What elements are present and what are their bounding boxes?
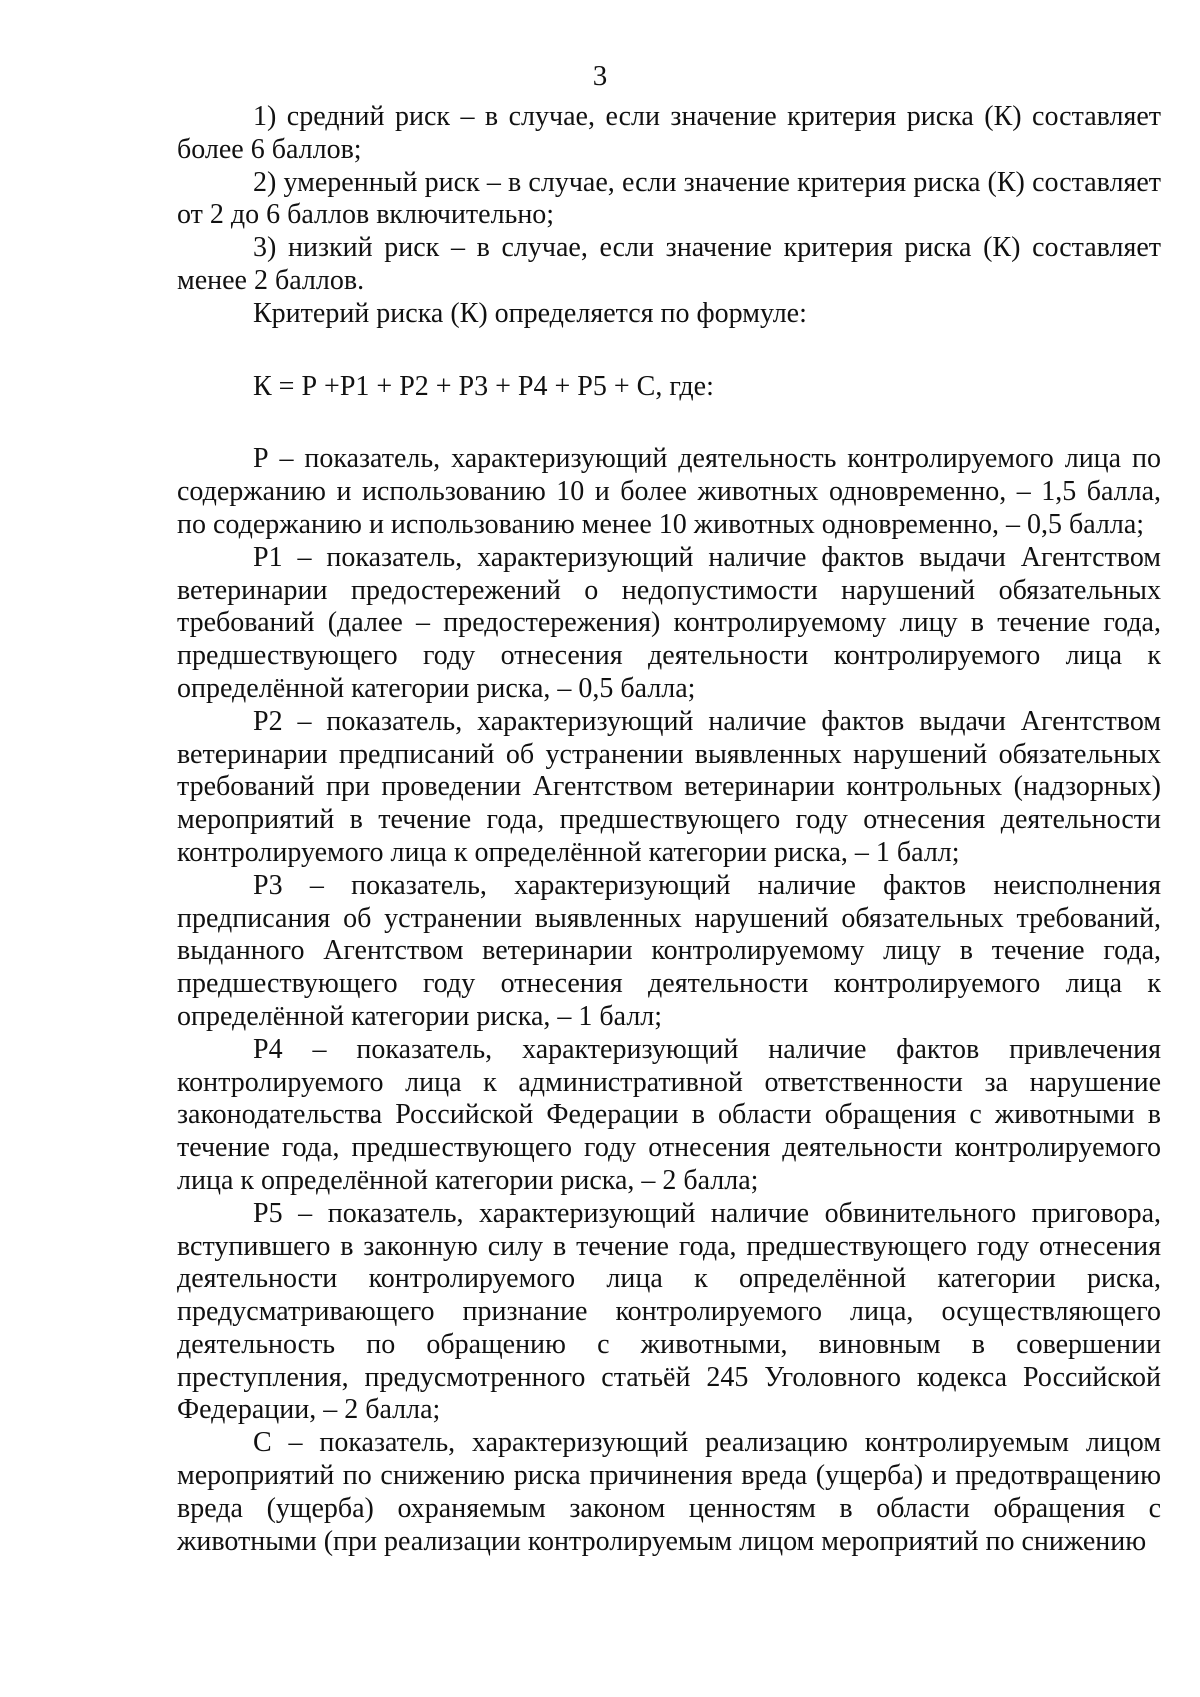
- page-number: 3: [592, 60, 608, 92]
- formula-intro: Критерий риска (К) определяется по формуле:: [253, 297, 807, 329]
- definition-p2: Р2 – показатель, характеризующий наличие фактов выдачи Агентством ветеринарии предписаний об устранении выявленных нарушений обязательных требований при проведении Агентством ветеринарии контрольных (надзорных) мероприятий в течение года, предшествующего году отнесения деятельности контролируемого лица к определённой категории риска, – 1 балл;: [177, 705, 1161, 868]
- definition-p4: Р4 – показатель, характеризующий наличие фактов привлечения контролируемого лица к административной ответственности за нарушение законодательства Российской Федерации в области обращения с животными в течение года, предшествующего году отнесения деятельности контролируемого лица к определённой категории риска, – 2 балла;: [177, 1033, 1161, 1196]
- risk-level-moderate: 2) умеренный риск – в случае, если значение критерия риска (К) составляет от 2 до 6 баллов включительно;: [177, 166, 1161, 231]
- definition-p1: Р1 – показатель, характеризующий наличие фактов выдачи Агентством ветеринарии предостережений о недопустимости нарушений обязательных требований (далее – предостережения) контролируемому лицу в течение года, предшествующего году отнесения деятельности контролируемого лица к определённой категории риска, – 0,5 балла;: [177, 541, 1161, 704]
- risk-level-low: 3) низкий риск – в случае, если значение критерия риска (К) составляет менее 2 баллов.: [177, 232, 1161, 296]
- document-body: [177, 101, 1161, 1558]
- definition-c: С – показатель, характеризующий реализацию контролируемым лицом мероприятий по снижению риска причинения вреда (ущерба) и предотвращению вреда (ущерба) охраняемым законом ценностям в области обращения с животными (при реализации контролируемым лицом мероприятий по снижению: [177, 1427, 1161, 1557]
- definition-p: Р – показатель, характеризующий деятельность контролируемого лица по содержанию и использованию 10 и более животных одновременно, – 1,5 балла, по содержанию и использованию менее 10 животных одновременно, – 0,5 балла;: [177, 443, 1161, 540]
- risk-formula: К = Р +Р1 + Р2 + Р3 + Р4 + Р5 + С, где:: [253, 370, 714, 402]
- definition-p5: Р5 – показатель, характеризующий наличие обвинительного приговора, вступившего в законную силу в течение года, предшествующего году отнесения деятельности контролируемого лица к определённой категории риска, предусматривающего признание контролируемого лица, осуществляющего деятельность по обращению с животными, виновным в совершении преступления, предусмотренного статьёй 245 Уголовного кодекса Российской Федерации, – 2 балла;: [177, 1197, 1161, 1426]
- risk-level-medium: 1) средний риск – в случае, если значение критерия риска (К) составляет более 6 баллов;: [177, 101, 1161, 165]
- definition-p3: Р3 – показатель, характеризующий наличие фактов неисполнения предписания об устранении выявленных нарушений обязательных требований, выданного Агентством ветеринарии контролируемому лицу в течение года, предшествующего году отнесения деятельности контролируемого лица к определённой категории риска, – 1 балл;: [177, 869, 1161, 1032]
